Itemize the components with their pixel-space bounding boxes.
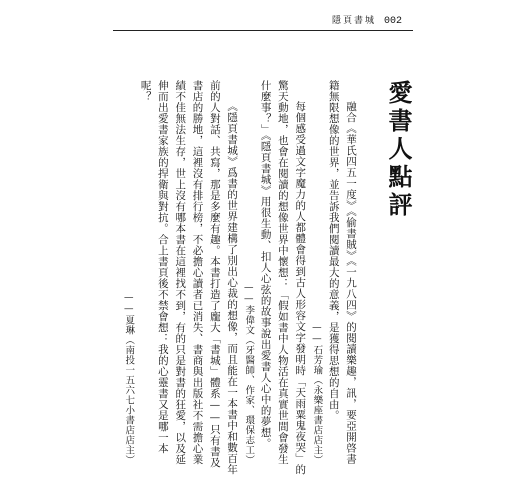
vertical-text-body [120, 80, 416, 475]
review-paragraph-2: 每個感受過文字魔力的人都體會得到古人形容文字發明時「天雨粟鬼夜哭」的驚天動地，也會在閱讀的想像世界中懷想：「假如書中人物活在真實世間會發生什麼事？」《隱頁書城》用很生動、扣人心弦的故事說出愛書人心中的夢想。 [259, 80, 307, 475]
review-attribution-1: ——石芳瑜（永樂座書店店主） [311, 322, 323, 465]
review-attribution-2: ——李偉文（牙醫師、作家、環保志工） [243, 282, 255, 465]
running-header [332, 13, 402, 27]
section-title: 愛書人點評 [384, 80, 412, 220]
header-book-name: 隱頁書城 [331, 16, 376, 26]
review-paragraph-3: 《隱頁書城》爲書的世界建構了別出心裁的想像，而且能在一本書中和數百年前的人對話、共寫，那是多麼有趣。本書打造了龐大「書城」體系——只有書及書店的勝地，這裡沒有排行榜，不必擔心讀者已消失、書商與出版社不需擔心業績不佳無法生存，世上沒有哪本書在這裡找不到，有的只是對書的狂愛，以及延伸而出愛書家族的捍衛與對抗。合上書頁後不禁會想：我的心靈書又是哪一本呢？ [139, 80, 239, 475]
header-page-number: 002 [383, 16, 402, 27]
header-rule [113, 30, 413, 31]
review-attribution-3: ——夏琳（南投一五六七小書店店主） [123, 292, 135, 465]
review-paragraph-1: 融合《華氏四五一度》《偷書賊》《一九八四》的閱讀樂趣，訊，要亞開啓書籍無限想像的世界，並告訴我們閱讀最大的意義，是獲得思想的自由。 [327, 80, 357, 465]
